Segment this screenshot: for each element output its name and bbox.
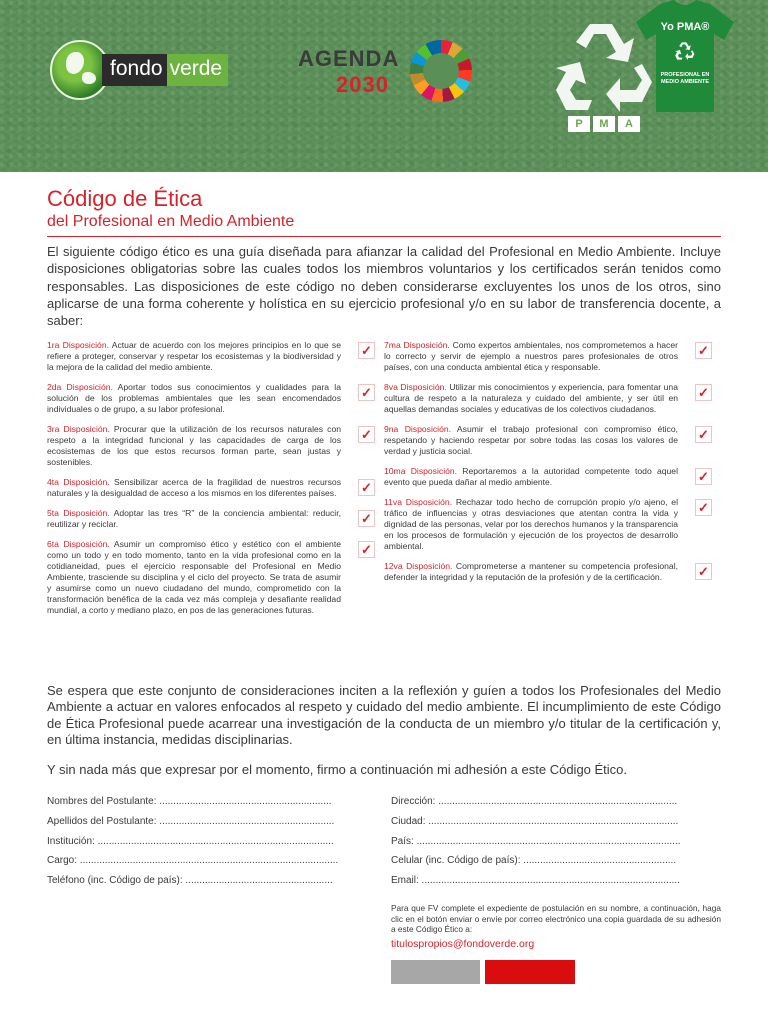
globe-icon bbox=[50, 40, 110, 100]
disposition-item bbox=[47, 539, 377, 616]
tshirt-icon bbox=[630, 0, 740, 112]
field-nombres[interactable]: Nombres del Postulante: .............................................................. bbox=[47, 796, 332, 807]
disposition-item bbox=[47, 340, 377, 373]
disposition-label: 12va Disposición. bbox=[384, 561, 453, 571]
disposition-item bbox=[384, 382, 714, 415]
disposition-label: 5ta Disposición. bbox=[47, 508, 110, 518]
disposition-label: 9na Disposición. bbox=[384, 424, 452, 434]
checkbox[interactable]: ✓ bbox=[358, 342, 375, 359]
disposition-text: Asumir el trabajo profesional con compromiso ético, respetando y haciendo respetar por sobre todas las cosas los valores de verdad y justicia social. bbox=[384, 424, 678, 456]
dispositions-left-column bbox=[47, 340, 377, 616]
disposition-text: Reportaremos a la autoridad competente todo aquel evento que pueda dañar al medio ambiente. bbox=[384, 466, 678, 487]
agenda-title: AGENDA bbox=[298, 46, 400, 71]
field-ciudad[interactable]: Ciudad: .......................................................................................... bbox=[391, 815, 679, 827]
pma-letter: P bbox=[568, 116, 590, 132]
disposition-item bbox=[47, 382, 377, 415]
sdg-wheel-icon bbox=[410, 40, 472, 102]
checkbox[interactable]: ✓ bbox=[695, 384, 712, 401]
disposition-item bbox=[384, 497, 714, 552]
disposition-text: Procurar que la utilización de los recursos naturales con respeto a la integridad funcional y las capacidades de carga de los ecosistemas de los que estos recursos forman parte, sean justas y sostenibles. bbox=[47, 424, 341, 467]
field-telefono[interactable]: Teléfono (inc. Código de país): ..................................................... bbox=[47, 875, 333, 887]
logo-text-fondo: fondo bbox=[102, 54, 167, 86]
closing-paragraph: Se espera que este conjunto de consideraciones inciten a la reflexión y guíen a todos los Profesionales del Medio Ambiente a actuar en valores enfocados al respeto y cuidado del medio ambiente. El incumplimiento de este Código de Ética Profesional puede acarrear una investigación de la conducta de un miembro y/o titular de la certificación y, en última instancia, medidas disciplinarias. bbox=[47, 683, 721, 747]
disposition-item bbox=[384, 424, 714, 457]
shirt-line1: Yo PMA® bbox=[660, 21, 710, 33]
disposition-item bbox=[47, 424, 377, 468]
checkbox[interactable]: ✓ bbox=[695, 342, 712, 359]
disposition-label: 7ma Disposición. bbox=[384, 340, 450, 350]
shirt-line3: MEDIO AMBIENTE bbox=[660, 79, 710, 85]
disposition-text: Como expertos ambientales, nos comprometemos a hacer lo correcto y servir de ejemplo a nuestros pares profesionales de otros países, con una conducta ambiental ética y responsable. bbox=[384, 340, 679, 372]
disposition-label: 10ma Disposición. bbox=[384, 466, 458, 476]
form-left-column bbox=[47, 796, 375, 895]
checkbox[interactable]: ✓ bbox=[695, 426, 712, 443]
adhesion-statement: Y sin nada más que expresar por el momento, firmo a continuación mi adhesión a este Código Ético. bbox=[47, 762, 628, 777]
dispositions-right-column bbox=[384, 340, 714, 583]
disposition-label: 2da Disposición. bbox=[47, 382, 113, 392]
send-button[interactable] bbox=[485, 960, 575, 984]
checkbox[interactable]: ✓ bbox=[358, 384, 375, 401]
field-email[interactable]: Email: ............................................................................................. bbox=[391, 875, 680, 887]
page-subtitle: del Profesional en Medio Ambiente bbox=[47, 213, 295, 230]
logo-text-verde: verde bbox=[167, 54, 229, 86]
reset-button[interactable] bbox=[391, 960, 480, 984]
disposition-label: 4ta Disposición. bbox=[47, 477, 110, 487]
checkbox[interactable]: ✓ bbox=[358, 426, 375, 443]
pma-letter: M bbox=[593, 116, 615, 132]
disposition-text: Sensibilizar acerca de la fragilidad de nuestros recursos naturales y la desigualdad de acceso a los mismos en los diferentes países. bbox=[47, 477, 341, 498]
field-institucion[interactable]: Institución: ..................................................................................... bbox=[47, 835, 334, 847]
disposition-label: 6ta Disposición. bbox=[47, 539, 110, 549]
contact-email-link[interactable]: titulospropios@fondoverde.org bbox=[391, 938, 535, 950]
disposition-text: Actuar de acuerdo con los mejores principios en lo que se refiere a proteger, conservar y respetar los ecosistemas y la biodiversidad y la mejora de la calidad del medio ambiente. bbox=[47, 340, 341, 372]
intro-paragraph: El siguiente código ético es una guía diseñada para afianzar la calidad del Profesional en Medio Ambiente. Incluye disposiciones obligatorias sobre las cuales todos los miembros voluntarios y los certificados serán tenidos como responsables. Las disposiciones de este código no deben considerarse excluyentes los unos de los otros, sino aplicarse de una forma coherente y holística en su ejercicio profesional y/o en su labor de transferencia docente, a saber: bbox=[47, 244, 721, 329]
field-direccion[interactable]: Dirección: ...................................................................................... bbox=[391, 796, 678, 807]
disposition-text: Aportar todos sus conocimientos y cualidades para la solución de los problemas ambientales que les sean encomendados individuales o de grupo, a su labor profesional. bbox=[47, 382, 341, 414]
disposition-label: 11va Disposición. bbox=[384, 497, 453, 507]
field-celular[interactable]: Celular (inc. Código de país): ....................................................... bbox=[391, 855, 677, 867]
disposition-text: Rechazar todo hecho de corrupción propio y/o ajeno, el tráfico de influencias y otras desviaciones que atentan contra la vida y dignidad de las personas, velar por los derechos humanos y la transparencia en los procesos de formulación y ejecución de los proyectos de desarrollo ambiental. bbox=[384, 497, 678, 551]
field-cargo[interactable]: Cargo: ............................................................................................. bbox=[47, 855, 339, 867]
disposition-text: Asumir un compromiso ético y estético con el ambiente como un todo y en todo momento, tanto en la vida profesional como en la cotidianeidad, pues el ejercicio responsable del Profesional en Medio Ambiente, trasciende su disciplina y el ciclo del proyecto. Se trata de asumir y asumirse como un nuevo ciudadano del mundo, comprometido con la transformación benéfica de la cada vez más compleja y desafiante realidad mundial, a corto y mediano plazo, en pos de las generaciones futuras. bbox=[47, 539, 341, 615]
disposition-item bbox=[47, 477, 377, 499]
form-right-column bbox=[391, 796, 719, 895]
checkbox[interactable]: ✓ bbox=[695, 468, 712, 485]
disposition-item bbox=[384, 466, 714, 488]
agenda-2030-logo bbox=[298, 46, 478, 106]
page-title: Código de Ética bbox=[47, 186, 203, 211]
disposition-item bbox=[384, 340, 714, 373]
disposition-text: Adoptar las tres “R” de la conciencia ambiental: reducir, reutilizar y reciclar. bbox=[47, 508, 341, 529]
fondo-verde-logo bbox=[50, 40, 230, 100]
checkbox[interactable]: ✓ bbox=[358, 510, 375, 527]
disposition-label: 3ra Disposición. bbox=[47, 424, 110, 434]
field-apellidos[interactable]: Apellidos del Postulante: ............................................................... bbox=[47, 815, 335, 827]
checkbox[interactable]: ✓ bbox=[358, 479, 375, 496]
field-pais[interactable]: País: ............................................................................................... bbox=[391, 835, 681, 847]
disposition-label: 1ra Disposición. bbox=[47, 340, 109, 350]
submission-note: Para que FV complete el expediente de postulación en su nombre, a continuación, haga clic en el botón enviar o envíe por correo electrónico una copia guardada de su adhesión a este Código Ético a: bbox=[391, 903, 721, 934]
disposition-item bbox=[47, 508, 377, 530]
disposition-text: Utilizar mis conocimientos y experiencia, para fomentar una cultura de respeto a la naturaleza y cuidado del ambiente, y ser útil en aquellas demandas sociales y educativas de los colectivos ciudadanos. bbox=[384, 382, 678, 414]
checkbox[interactable]: ✓ bbox=[695, 499, 712, 516]
logo-wordmark bbox=[102, 54, 226, 86]
disposition-item bbox=[384, 561, 714, 583]
checkbox[interactable]: ✓ bbox=[358, 541, 375, 558]
header-banner bbox=[0, 0, 768, 172]
agenda-year: 2030 bbox=[336, 72, 389, 97]
disposition-label: 8va Disposición. bbox=[384, 382, 447, 392]
disposition-text: Comprometerse a mantener su competencia profesional, defender la integridad y la reputación de la profesión y de la certificación. bbox=[384, 561, 679, 582]
shirt-line2: PROFESIONAL EN bbox=[660, 72, 710, 78]
checkbox[interactable]: ✓ bbox=[695, 563, 712, 580]
pma-letter: A bbox=[618, 116, 640, 132]
pma-letter-bar bbox=[568, 116, 640, 132]
title-divider bbox=[47, 236, 721, 237]
